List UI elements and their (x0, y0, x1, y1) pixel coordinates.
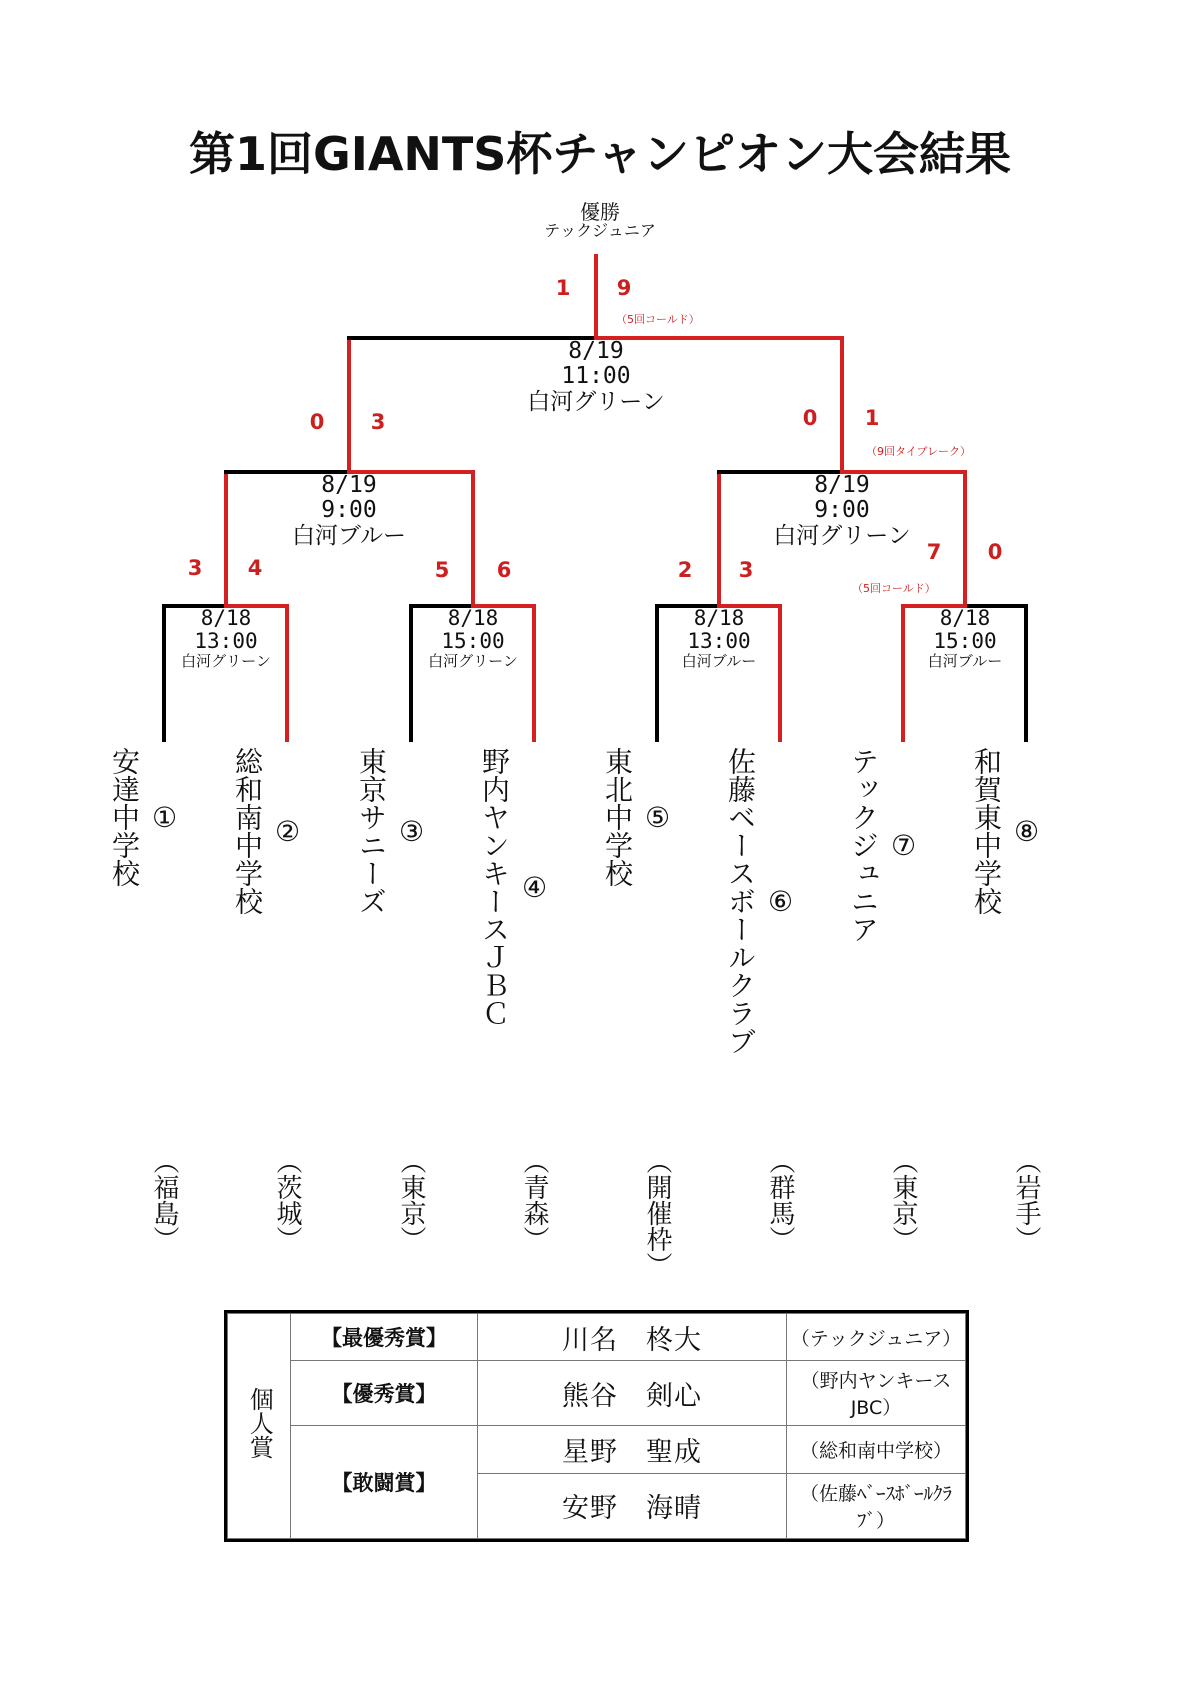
sf2-match-info (742, 473, 942, 549)
team-8 (970, 747, 1046, 915)
match-time: 9:00 (814, 497, 870, 524)
team-number: ① (148, 800, 181, 834)
table-row (228, 1426, 966, 1473)
match-venue: 白河グリーン (428, 652, 518, 671)
match-time: 9:00 (321, 497, 377, 524)
team-8-prefecture: （岩手） (1011, 1148, 1041, 1252)
champion-team: テックジュニア (544, 221, 656, 240)
team-name: 東京サニーズ (355, 747, 388, 915)
match-date: 8/19 (321, 472, 377, 498)
match-venue: 白河グリーン (527, 388, 665, 415)
team-number: ③ (395, 814, 428, 848)
team-number: ⑧ (1010, 814, 1043, 848)
match-time: 15:00 (933, 629, 997, 654)
team-name: テックジュニア (847, 747, 880, 943)
champion-label: 優勝 (580, 200, 620, 224)
award-name: 【最優秀賞】 (291, 1314, 478, 1361)
qf1-match-info (126, 607, 326, 670)
team-2 (231, 747, 307, 915)
match-date: 8/18 (200, 606, 252, 630)
match-time: 13:00 (687, 629, 751, 654)
player-name: 川名 柊大 (478, 1314, 787, 1361)
match-venue: 白河グリーン (181, 652, 271, 671)
team-number: ② (271, 814, 304, 848)
match-date: 8/19 (814, 472, 870, 498)
player-name: 熊谷 剣心 (478, 1361, 787, 1426)
team-name: 東北中学校 (601, 747, 634, 887)
final-score-left: 1 (555, 276, 571, 300)
team-name: 野内ヤンキースＪＢＣ (478, 747, 511, 1027)
team-name: 佐藤ベースボールクラブ (724, 747, 757, 1055)
player-name: 星野 聖成 (478, 1426, 787, 1473)
team-3-prefecture: （東京） (396, 1148, 426, 1252)
final-score-right: 9 (616, 276, 632, 300)
award-name: 【敢闘賞】 (291, 1426, 478, 1539)
team-number: ④ (518, 870, 551, 904)
sf1-score-right: 3 (370, 410, 386, 434)
match-date: 8/18 (693, 606, 745, 630)
team-number: ⑦ (887, 828, 920, 862)
match-date: 8/18 (447, 606, 499, 630)
team-name: 総和南中学校 (231, 747, 264, 915)
sf2-note: （9回タイブレーク） (866, 445, 972, 458)
team-number: ⑥ (764, 884, 797, 918)
team-name: 安達中学校 (108, 747, 141, 887)
page-title: 第1回GIANTS杯チャンピオン大会結果 (188, 127, 1012, 181)
qf3-score-right: 3 (738, 558, 754, 582)
qf4-score-left: 7 (926, 540, 942, 564)
awards-category (228, 1314, 291, 1539)
qf4-note: （5回コールド） (852, 582, 936, 595)
team-1-prefecture: （福島） (149, 1148, 179, 1252)
player-name: 安野 海晴 (478, 1473, 787, 1538)
match-venue: 白河ブルー (681, 652, 757, 671)
team-5 (601, 747, 677, 887)
sf2-score-left: 0 (802, 406, 818, 430)
sf2-score-right: 1 (864, 406, 880, 430)
table-row (228, 1314, 966, 1361)
qf3-match-info (619, 607, 819, 670)
team-4 (478, 747, 554, 1027)
team-1 (108, 747, 184, 887)
team-4-prefecture: （青森） (519, 1148, 549, 1252)
qf1-score-right: 4 (247, 556, 263, 580)
player-team: （野内ヤンキースJBC） (787, 1361, 966, 1426)
match-time: 11:00 (561, 363, 631, 390)
player-team: （テックジュニア） (787, 1314, 966, 1361)
qf4-match-info (865, 607, 1065, 670)
team-7-prefecture: （東京） (888, 1148, 918, 1252)
team-name: 和賀東中学校 (970, 747, 1003, 915)
qf2-score-right: 6 (496, 558, 512, 582)
table-row (228, 1361, 966, 1426)
match-time: 13:00 (194, 629, 258, 654)
team-7 (847, 747, 923, 943)
match-venue: 白河ブルー (291, 522, 407, 549)
team-6-prefecture: （群馬） (765, 1148, 795, 1252)
qf3-score-left: 2 (677, 558, 693, 582)
team-2-prefecture: （茨城） (272, 1148, 302, 1252)
player-team: （佐藤ﾍﾞｰｽﾎﾞｰﾙｸﾗﾌﾞ） (787, 1473, 966, 1538)
individual-awards-table (224, 1310, 969, 1542)
final-note: （5回コールド） (616, 313, 700, 326)
team-number: ⑤ (641, 800, 674, 834)
match-time: 15:00 (441, 629, 505, 654)
player-team: （総和南中学校） (787, 1426, 966, 1473)
match-date: 8/19 (568, 338, 624, 364)
sf1-score-left: 0 (309, 410, 325, 434)
award-name: 【優秀賞】 (291, 1361, 478, 1426)
final-match-info (496, 339, 696, 415)
sf1-match-info (249, 473, 449, 549)
qf1-score-left: 3 (187, 556, 203, 580)
match-venue: 白河グリーン (773, 522, 911, 549)
match-date: 8/18 (939, 606, 991, 630)
qf2-score-left: 5 (434, 558, 450, 582)
team-6 (724, 747, 800, 1055)
team-3 (355, 747, 431, 915)
qf4-score-right: 0 (987, 540, 1003, 564)
match-venue: 白河ブルー (927, 652, 1003, 671)
team-5-prefecture: （開催枠） (642, 1148, 672, 1278)
qf2-match-info (373, 607, 573, 670)
awards-category-label: 個人賞 (245, 1387, 274, 1460)
